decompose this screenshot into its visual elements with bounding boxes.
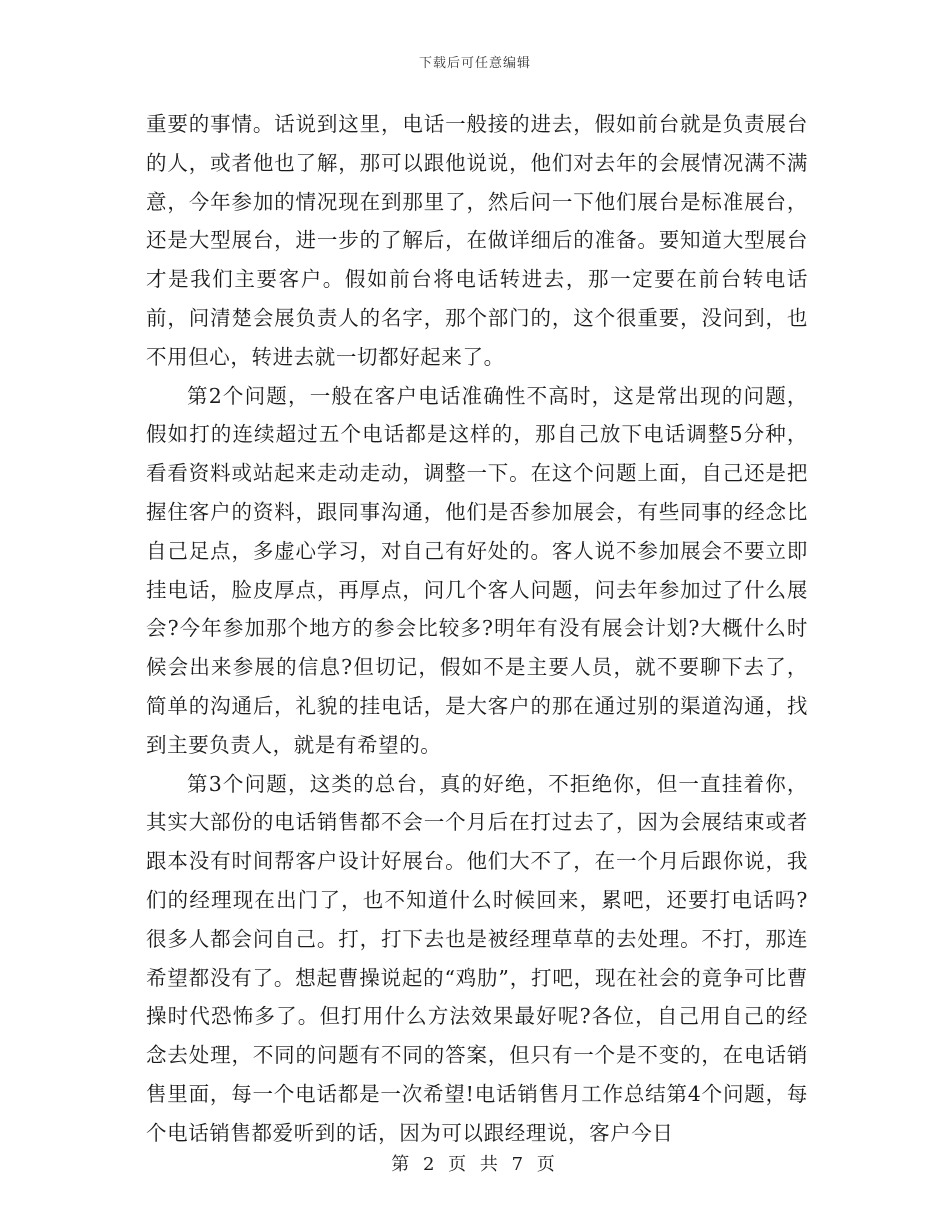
header-note: 下载后可任意编辑 — [418, 56, 531, 71]
body-text — [146, 105, 808, 1153]
paragraph-problem-3: 第3个问题，这类的总台，真的好绝，不拒绝你，但一直挂着你，其实大部份的电话销售都不会一个月后在打过去了，因为会展结束或者跟本没有时间帮客户设计好展台。他们大不了，在一个月后跟你说，我们的经理现在出门了，也不知道什么时候回来，累吧，还要打电话吗?很多人都会问自己。打，打下去也是被经理草草的去处理。不打，那连希望都没有了。想起曹操说起的“鸡肋”，打吧，现在社会的竟争可比曹操时代恐怖多了。但打用什么方法效果最好呢?各位，自己用自己的经念去处理，不同的问题有不同的答案，但只有一个是不变的，在电话销售里面，每一个电话都是一次希望!电话销售月工作总结第4个问题，每个电话销售都爱听到的话，因为可以跟经理说，客户今日 — [146, 771, 808, 1145]
paragraph-problem-2: 第2个问题，一般在客户电话准确性不高时，这是常出现的问题，假如打的连续超过五个电话都是这样的，那自己放下电话调整5分种，看看资料或站起来走动走动，调整一下。在这个问题上面，自己还是把握住客户的资料，跟同事沟通，他们是否参加展会，有些同事的经念比自己足点，多虚心学习，对自己有好处的。客人说不参加展会不要立即挂电话，脸皮厚点，再厚点，问几个客人问题，问去年参加过了什么展会?今年参加那个地方的参会比较多?明年有没有展会计划?大概什么时候会出来参展的信息?但切记，假如不是主要人员，就不要聊下去了，简单的沟通后，礼貌的挂电话，是大客户的那在通过别的渠道沟通，找到主要负责人，就是有希望的。 — [146, 383, 808, 757]
paragraph-continuation: 重要的事情。话说到这里，电话一般接的进去，假如前台就是负责展台的人，或者他也了解，那可以跟他说说，他们对去年的会展情况满不满意，今年参加的情况现在到那里了，然后问一下他们展台是标准展台，还是大型展台，进一步的了解后，在做详细后的准备。要知道大型展台才是我们主要客户。假如前台将电话转进去，那一定要在前台转电话前，问清楚会展负责人的名字，那个部门的，这个很重要，没问到，也不用但心，转进去就一切都好起来了。 — [146, 112, 808, 369]
page-number: 第 2 页 共 7 页 — [391, 1154, 559, 1175]
